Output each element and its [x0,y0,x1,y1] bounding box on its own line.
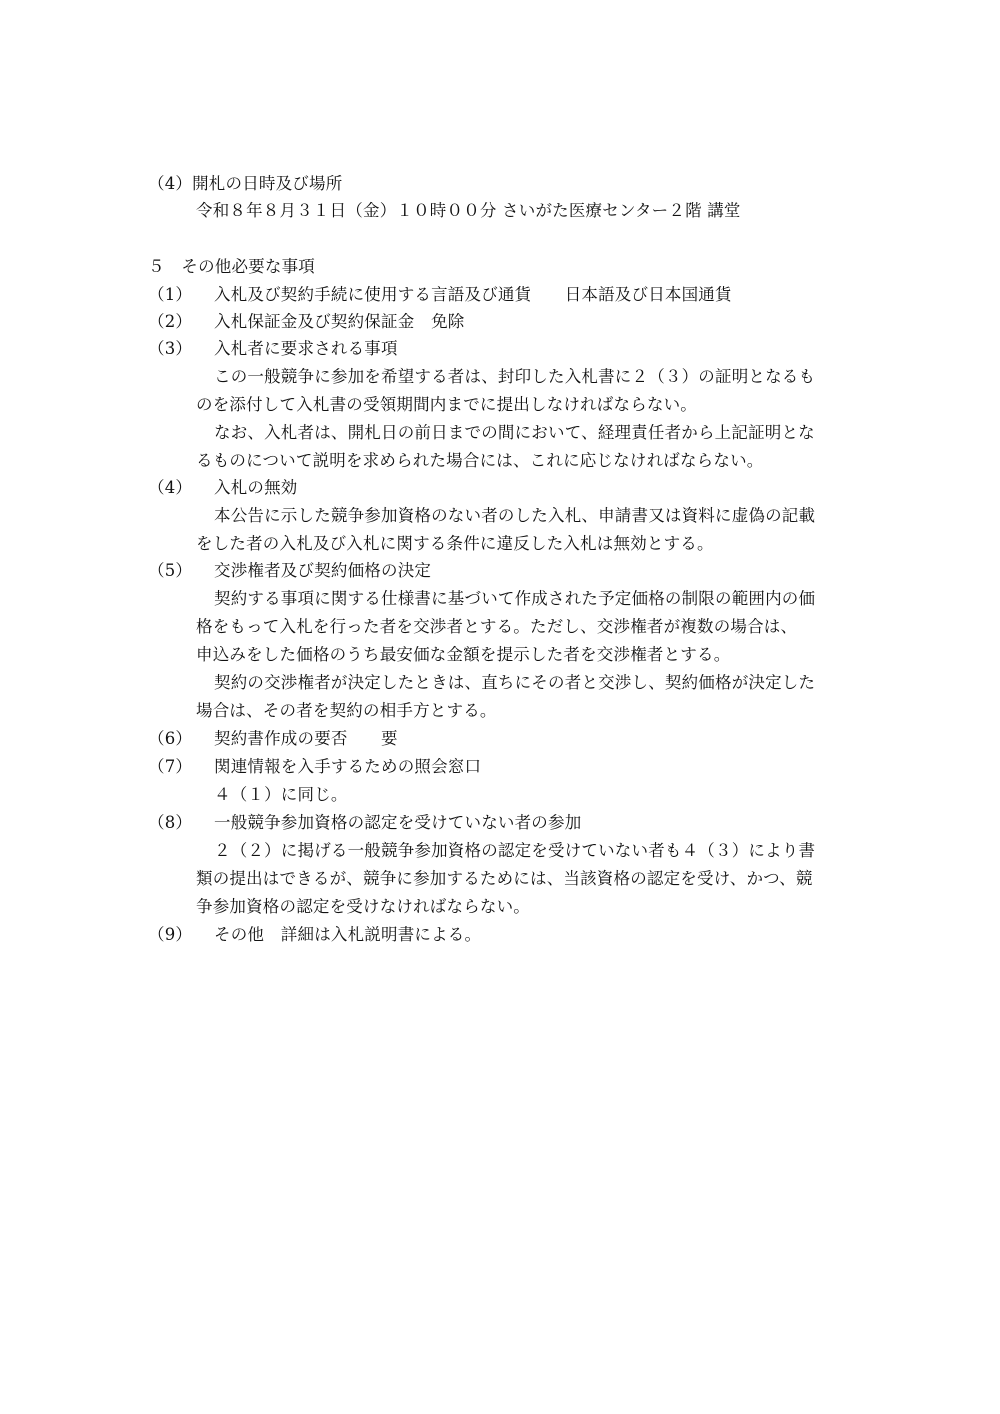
item-number-2: （2） [148,312,193,331]
paragraph-line: なお、入札者は、開札日の前日までの間において、経理責任者から上記証明とな [214,423,815,442]
item-text-guarantee: 入札保証金及び契約保証金 免除 [214,312,465,331]
paragraph-line: 契約の交渉権者が決定したときは、直ちにその者と交渉し、契約価格が決定した [214,673,816,692]
paragraph-line: 類の提出はできるが、競争に参加するためには、当該資格の認定を受け、かつ、競 [196,869,813,888]
paragraph-line: をした者の入札及び入札に関する条件に違反した入札は無効とする。 [196,534,714,553]
paragraph-line: 申込みをした価格のうち最安価な金額を提示した者を交渉権者とする。 [196,645,731,664]
item-title-unqualified-participation: 一般競争参加資格の認定を受けていない者の参加 [214,813,582,832]
paragraph-line: 場合は、その者を契約の相手方とする。 [196,701,497,720]
item-text-other: その他 詳細は入札説明書による。 [214,925,482,944]
item-title-negotiator-price: 交渉権者及び契約価格の決定 [214,561,432,580]
item-number-5: （5） [148,561,193,580]
item-title-bidder-requirements: 入札者に要求される事項 [214,339,398,358]
item-title-invalid-bid: 入札の無効 [214,478,298,497]
item-number-9: （9） [148,925,193,944]
opening-datetime-place: 令和８年８月３１日（金）１０時００分 さいがた医療センター２階 講堂 [196,201,741,220]
paragraph-line: 争参加資格の認定を受けなければならない。 [196,897,530,916]
item-number-8: （8） [148,813,193,832]
section-heading-5: ５ その他必要な事項 [148,257,315,276]
item-heading-opening: （4）開札の日時及び場所 [148,174,343,193]
paragraph-line: 本公告に示した競争参加資格のない者のした入札、申請書又は資料に虚偽の記載 [214,506,816,525]
item-text-language-currency: 入札及び契約手続に使用する言語及び通貨 日本語及び日本国通貨 [214,285,732,304]
item-title-inquiry-contact: 関連情報を入手するための照会窓口 [214,757,482,776]
item-number-6: （6） [148,729,193,748]
paragraph-line: この一般競争に参加を希望する者は、封印した入札書に２（３）の証明となるも [214,367,816,386]
paragraph-line: 格をもって入札を行った者を交渉者とする。ただし、交渉権者が複数の場合は、 [196,617,798,636]
item-number-7: （7） [148,757,193,776]
paragraph-line: のを添付して入札書の受領期間内までに提出しなければならない。 [196,395,697,414]
item-number-1: （1） [148,285,193,304]
paragraph-line: ４（１）に同じ。 [214,785,348,804]
paragraph-line: るものについて説明を求められた場合には、これに応じなければならない。 [196,451,764,470]
item-number-3: （3） [148,339,193,358]
paragraph-line: 契約する事項に関する仕様書に基づいて作成された予定価格の制限の範囲内の価 [214,589,816,608]
item-number-4: （4） [148,478,193,497]
paragraph-line: ２（２）に掲げる一般競争参加資格の認定を受けていない者も４（３）により書 [214,841,816,860]
item-text-contract-document: 契約書作成の要否 要 [214,729,398,748]
